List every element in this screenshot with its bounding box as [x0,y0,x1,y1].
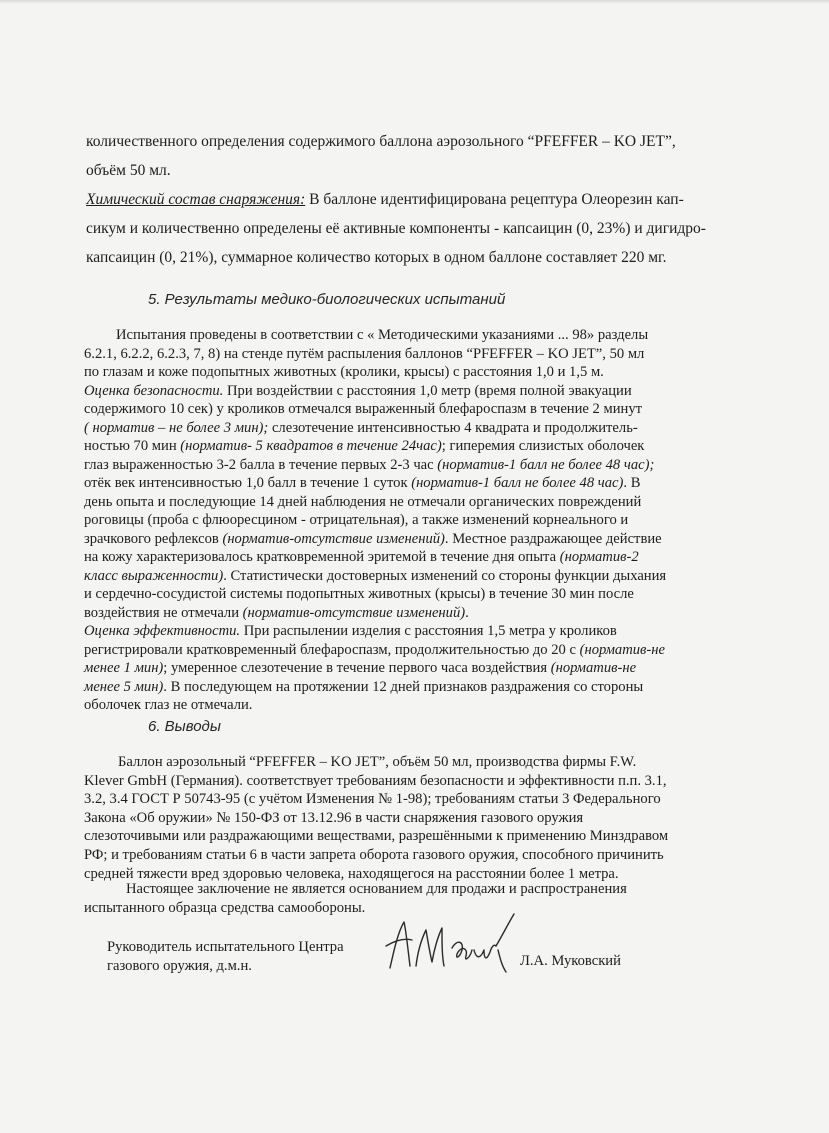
text-line: РФ; и требованиям статьи 6 в части запрета оборота газового оружия, способного причинить [84,846,664,863]
text-line: 6.2.1, 6.2.2, 6.2.3, 7, 8) на стенде путём распыления баллонов “PFEFFER – KO JET”, 50 мл [84,345,645,362]
text-line: Закона «Об оружии» № 150-ФЗ от 13.12.96 в части снаряжения газового оружия [84,809,584,826]
text-span: зрачкового рефлексов [84,530,223,547]
italic-span: (норматив-не [579,641,665,658]
text-line [84,548,724,567]
text-line: Klever GmbH (Германия). соответствует требованиям безопасности и эффективности п.п. 3.1, [84,772,667,789]
italic-span: (норматив-1 балл не более 48 час) [411,475,624,491]
text-line: средней тяжести вред здоровью человека, находящегося на расстоянии более 1 метра. [84,865,619,882]
text-line [84,641,724,660]
text-line [84,382,724,401]
italic-span: Оценка безопасности. [84,382,224,399]
text-span: слезотечение интенсивностью 4 квадрата и продолжитель- [268,419,638,436]
text-span: ; умеренное слезотечение в течение первого часа воздействия [163,660,551,676]
text-span: воздействия не отмечали [84,604,243,621]
chemical-composition-line [86,185,786,214]
text-line [84,456,724,475]
text-line [84,604,724,623]
italic-span: (норматив-отсутствие изменений) [242,604,466,621]
signer-title-line: газового оружия, д.м.н. [107,958,252,974]
text-span: глаз выраженностью 3-2 балла в течение первых 2-3 час [84,456,438,473]
italic-span: (норматив-отсутствие изменений) [222,530,445,547]
text-span: . Статистически достоверных изменений со стороны функции дыхания [223,567,667,584]
text-line: испытанного образца средства самообороны. [84,899,366,916]
section5-heading: 5. Результаты медико-биологических испытаний [148,291,506,308]
text-line [84,437,724,456]
handwritten-signature [382,910,532,980]
text-line: 3.2, 3.4 ГОСТ Р 50743-95 (с учётом Изменения № 1-98); требованиям статьи 3 Федерального [84,791,661,808]
text-line: содержимого 10 сек) у кроликов отмечался выраженный блефароспазм в течение 2 минут [84,401,643,417]
text-line: сикум и количественно определены её активные компоненты - капсаицин (0, 23%) и дигидро- [86,220,706,237]
italic-span: менее 5 мин) [84,678,164,695]
text-span: . В [623,475,641,491]
text-line [84,678,724,697]
text-line [84,474,724,493]
text-line: оболочек глаз не отмечали. [84,697,253,713]
text-span: В баллоне идентифицирована рецептура Олеорезин кап- [305,191,684,208]
text-span: При распылении изделия с расстояния 1,5 метра у кроликов [240,623,617,639]
italic-span: менее 1 мин) [84,660,164,676]
italic-span: ( норматив – не более 3 мин); [84,419,269,436]
text-line: слезоточивыми или раздражающими веществами, разрешёнными к применению Минздравом [84,828,669,845]
text-line: Настоящее заключение не является основанием для продажи и распространения [126,881,627,897]
italic-span: класс выраженности) [84,567,224,584]
text-span: При воздействии с расстояния 1,0 метр (время полной эвакуации [223,382,632,399]
italic-span: (норматив- 5 квадратов в течение 24час) [180,438,442,454]
italic-span: (норматив-2 [559,549,639,565]
text-span: регистрировали кратковременный блефароспазм, продолжительностью до 20 с [84,641,580,658]
text-line: по глазам и коже подопытных животных (кролики, крысы) с расстояния 1,0 и 1,5 м. [84,364,604,380]
text-span: . В последующем на протяжении 12 дней признаков раздражения со стороны [163,678,644,695]
text-line: и сердечно-сосудистой системы подопытных животных (крысы) в течение 30 мин после [84,586,634,602]
signer-title [107,938,344,976]
text-span: отёк век интенсивностью 1,0 балл в течение 1 суток [84,475,412,491]
text-line: роговицы (проба с флюоресцином - отрицательная), а также изменений корнеального и [84,512,629,528]
text-line: объём 50 мл. [86,162,171,179]
text-line [84,567,724,586]
text-span: на кожу характеризовалось кратковременной эритемой в течение дня опыта [84,549,560,565]
chem-label: Химический состав снаряжения: [86,191,306,208]
section5-body [84,326,724,715]
text-span: ностью 70 мин [84,438,181,454]
signer-name: Л.А. Муковский [520,953,621,969]
section6-heading: 6. Выводы [148,718,221,735]
section4-tail [86,127,786,272]
text-line: Испытания проведены в соответствии с « Методическими указаниями ... 98» разделы [116,327,649,343]
italic-span: (норматив-1 балл не более 48 час); [437,456,655,473]
signer-title-line: Руководитель испытательного Центра [107,939,344,955]
text-line [84,659,724,678]
text-line: день опыта и последующие 14 дней наблюдения не отмечали органических повреждений [84,493,642,510]
text-span: . [465,604,469,621]
text-span: . Местное раздражающее действие [444,530,662,547]
text-line [84,622,724,641]
text-line: количественного определения содержимого баллона аэрозольного “PFEFFER – KO JET”, [86,133,676,150]
italic-span: (норматив-не [550,660,637,676]
text-span: ; гиперемия слизистых оболочек [441,438,645,454]
text-line [84,419,724,438]
text-line [84,530,724,549]
italic-span: Оценка эффективности. [84,623,241,639]
text-line: капсаицин (0, 21%), суммарное количество которых в одном баллоне составляет 220 мг. [86,249,667,266]
section6-body [84,753,724,883]
scan-edge [0,0,829,4]
text-line: Баллон аэрозольный “PFEFFER – KO JET”, объём 50 мл, производства фирмы F.W. [118,754,637,770]
